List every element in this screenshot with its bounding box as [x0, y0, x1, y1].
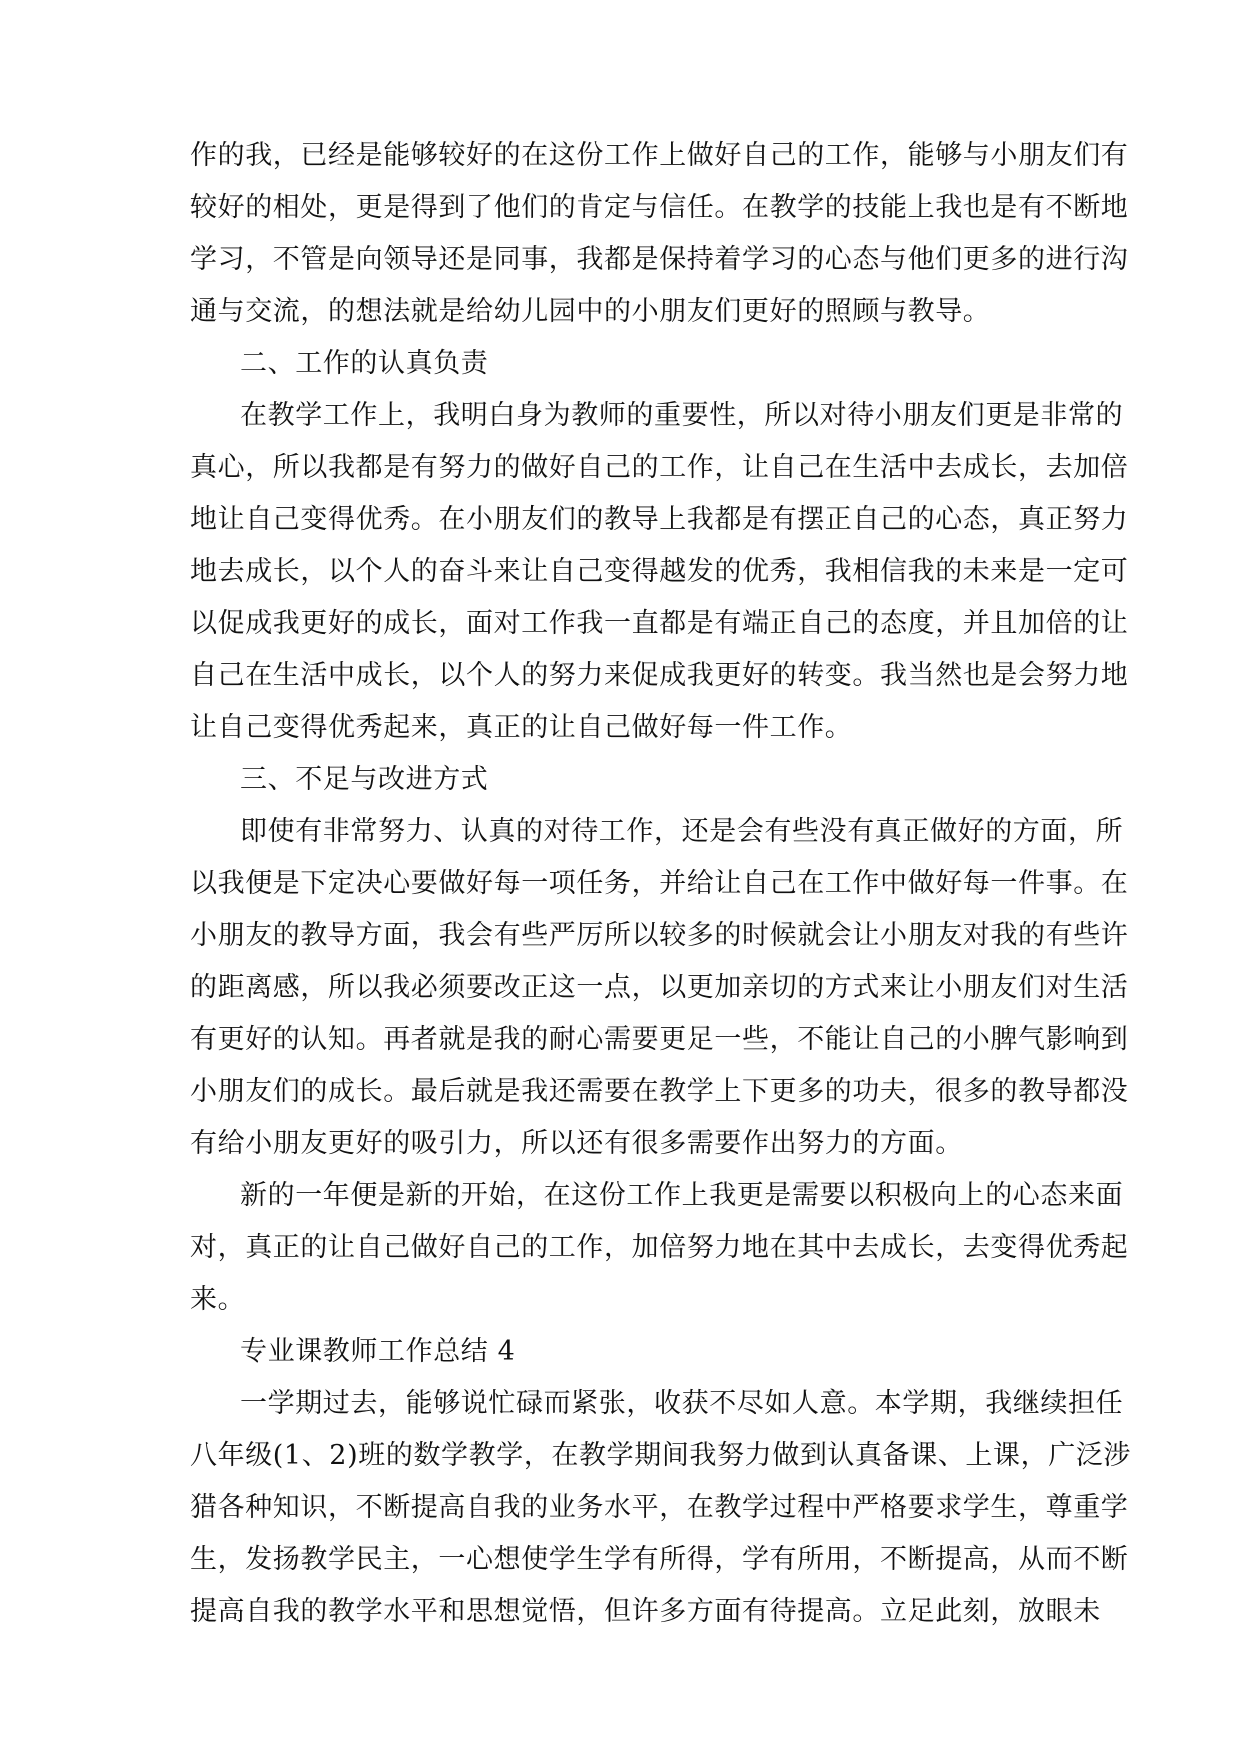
body-text-line: 一学期过去，能够说忙碌而紧张，收获不尽如人意。本学期，我继续担任 [240, 1388, 1124, 1419]
body-text-line: 即使有非常努力、认真的对待工作，还是会有些没有真正做好的方面，所 [240, 816, 1124, 847]
body-text-line: 提高自我的教学水平和思想觉悟，但许多方面有待提高。立足此刻，放眼未 [190, 1596, 1101, 1627]
body-text-line: 八年级(1、2)班的数学教学，在教学期间我努力做到认真备课、上课，广泛涉 [190, 1440, 1132, 1471]
body-text-line: 来。 [190, 1284, 246, 1315]
body-text-line: 以我便是下定决心要做好每一项任务，并给让自己在工作中做好每一件事。在 [190, 868, 1129, 899]
body-text-line: 的距离感，所以我必须要改正这一点，以更加亲切的方式来让小朋友们对生活 [190, 972, 1129, 1003]
body-text-line: 真心，所以我都是有努力的做好自己的工作，让自己在生活中去成长，去加倍 [190, 452, 1129, 483]
body-text-line: 让自己变得优秀起来，真正的让自己做好每一件工作。 [190, 712, 853, 743]
body-text-line: 有更好的认知。再者就是我的耐心需要更足一些，不能让自己的小脾气影响到 [190, 1024, 1129, 1055]
section-heading: 三、不足与改进方式 [240, 764, 489, 795]
body-text-line: 小朋友的教导方面，我会有些严厉所以较多的时候就会让小朋友对我的有些许 [190, 920, 1129, 951]
body-text-line: 地去成长，以个人的奋斗来让自己变得越发的优秀，我相信我的未来是一定可 [190, 556, 1129, 587]
body-text-line: 新的一年便是新的开始，在这份工作上我更是需要以积极向上的心态来面 [240, 1180, 1124, 1211]
section-heading: 二、工作的认真负责 [240, 348, 489, 379]
body-text-line: 在教学工作上，我明白身为教师的重要性，所以对待小朋友们更是非常的 [240, 400, 1124, 431]
body-text-line: 通与交流，的想法就是给幼儿园中的小朋友们更好的照顾与教导。 [190, 296, 991, 327]
body-text-line: 较好的相处，更是得到了他们的肯定与信任。在教学的技能上我也是有不断地 [190, 192, 1129, 223]
body-text-line: 有给小朋友更好的吸引力，所以还有很多需要作出努力的方面。 [190, 1128, 963, 1159]
body-text-line: 作的我，已经是能够较好的在这份工作上做好自己的工作，能够与小朋友们有 [190, 140, 1129, 171]
body-text-line: 自己在生活中成长，以个人的努力来促成我更好的转变。我当然也是会努力地 [190, 660, 1129, 691]
body-text-line: 小朋友们的成长。最后就是我还需要在教学上下更多的功夫，很多的教导都没 [190, 1076, 1129, 1107]
body-text-line: 生，发扬教学民主，一心想使学生学有所得，学有所用，不断提高，从而不断 [190, 1544, 1129, 1575]
body-text-line: 学习，不管是向领导还是同事，我都是保持着学习的心态与他们更多的进行沟 [190, 244, 1129, 275]
body-text-line: 猎各种知识，不断提高自我的业务水平，在教学过程中严格要求学生，尊重学 [190, 1492, 1129, 1523]
body-text-line: 对，真正的让自己做好自己的工作，加倍努力地在其中去成长，去变得优秀起 [190, 1232, 1129, 1263]
document-subtitle: 专业课教师工作总结 4 [240, 1336, 516, 1367]
body-text-line: 以促成我更好的成长，面对工作我一直都是有端正自己的态度，并且加倍的让 [190, 608, 1129, 639]
body-text-line: 地让自己变得优秀。在小朋友们的教导上我都是有摆正自己的心态，真正努力 [190, 504, 1129, 535]
